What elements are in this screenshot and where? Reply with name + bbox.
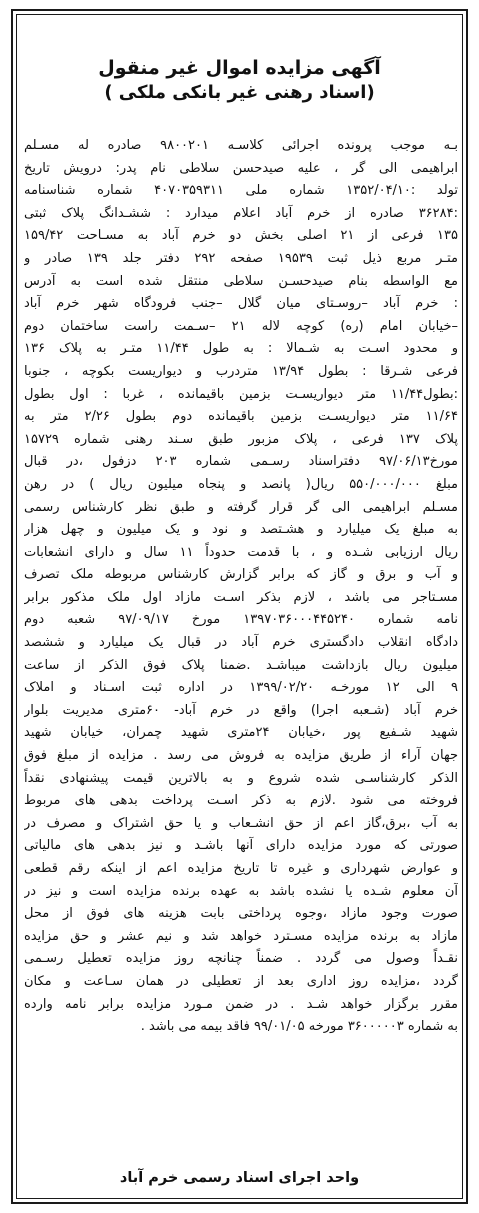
- notice-body-line: خرم آباد (شـعبه اجرا) واقع در خرم آباد- ۶۰متری مدیریت بلوار: [24, 702, 458, 718]
- notice-body-line: نقـداً وصول می گردد . ضمناً چنانچه روز مزایده تعطیل رسـمی: [24, 951, 458, 967]
- notice-body-line: و آب و برق و گاز که برابر گزارش کارشناس مربوطه ملک تصرف: [24, 567, 458, 583]
- notice-body: [24, 135, 458, 1039]
- notice-body-line: :بطول۱۱/۴۴ متر دیواریسـت بزمین باقیمانده ، غربا : اول بطول: [24, 386, 458, 402]
- notice-body-line: گردد ،مزایده روز اداری بعد از تعطیلی در همان سـاعت و مکان: [24, 973, 458, 989]
- notice-body-line: به مبلغ یک میلیارد و هشـتصد و نود و یک میلیون و چهل هزار: [24, 522, 458, 538]
- notice-body-line: مورخ۹۷/۰۶/۱۳ دفتراسناد رسـمی شماره ۲۰۳ دزفول ،در قبال: [24, 454, 458, 470]
- notice-body-line: و عوارض شهرداری و غیره تا تاریخ مزایده اعم از اینکه رقم قطعی: [24, 861, 458, 876]
- notice-body-line: فرعی شـرقا : بطول ۱۳/۹۴ متردرب و دیواریست بکوچه ، جنوبا: [24, 363, 458, 379]
- notice-header: [0, 56, 479, 105]
- notice-body-line: به آب ،برق،گاز اعم از حق انشـعاب و یا حق اشتراک و مصرف در: [24, 815, 458, 831]
- notice-body-line: ریال ارزیابی شـده و ، با قدمت حدوداً ۱۱ سال و دارای انشعابات: [24, 544, 458, 560]
- notice-body-line: آن معلوم شـده یا نشده باشد به عهده برنده مزایده است و نیز در: [24, 883, 458, 899]
- notice-body-line: مازاد به برنده مزایده مسـترد خواهد شد و نیم عشر و حق مزایده: [24, 928, 458, 944]
- notice-body-line: مسـلم ابراهیمی الی گر قرار گرفته و طبق نظر کارشناس رسمی: [24, 499, 458, 515]
- notice-body-line: صورت وجود مازاد ،وجوه پرداختی بابت هزینه های فوق از محل: [24, 906, 458, 922]
- notice-title: آگهی مزایده اموال غیر منقول: [98, 57, 381, 79]
- notice-body-line: به شماره ۳۶۰۰۰۰۰۳ مورخه ۹۹/۰۱/۰۵ فاقد بیمه می باشد .: [140, 1019, 458, 1035]
- notice-body-line: ۱۱/۶۴ متر دیواریسـت بزمین باقیمانده دوم بطول ۲/۲۶ متر به: [24, 409, 458, 425]
- notice-body-line: فروخته می شود .لازم به ذکر اسـت پرداخت بدهی های مربوط: [24, 793, 458, 809]
- notice-body-line: : خرم آباد –روسـتای میان گلال –جنب فرودگاه شهر خرم آباد: [24, 296, 458, 312]
- notice-body-line: بـه موجب پرونده اجرائی کلاسـه ۹۸۰۰۲۰۱ صادره له مسـلم: [24, 138, 458, 153]
- notice-body-line: مسـتاجر می باشد ، لازم بذکر اسـت مازاد اول ملک مذکور برابر: [24, 589, 458, 605]
- notice-body-line: میلیون ریال بازداشت میباشـد .ضمنا پلاک فوق الذکر از ساعت: [24, 657, 458, 673]
- notice-subtitle: (اسناد رهنی غیر بانکی ملکی ): [104, 82, 375, 103]
- notice-body-line: مع الواسطه بنام صیدحسـن سلاطی منتقل شده است به آدرس: [24, 273, 458, 289]
- notice-body-line: –خیابان امام (ره) کوچه لاله ۲۱ –سـمت راست ساختمان دوم: [24, 318, 458, 334]
- notice-footer: واحد اجرای اسناد رسمی خرم آباد: [119, 1170, 360, 1186]
- notice-body-line: صورتی که مورد مزایده دارای آنها باشـد و نیز بدهی های مالیاتی: [24, 838, 458, 854]
- notice-body-line: نامه شماره ۱۳۹۷۰۳۶۰۰۰۴۴۵۲۴۰ مورخ ۹۷/۰۹/۱۷ شعبه دوم: [24, 612, 458, 628]
- notice-body-line: ۱۳۵ فرعی از ۲۱ اصلی بخش دو خرم آباد به مسـاحت ۱۵۹/۴۲: [24, 228, 458, 244]
- notice-body-line: الذکر کارشناسـی شده شروع و به بالاترین قیمت پیشنهادی نقداً: [24, 770, 458, 786]
- notice-body-line: جهان آراء از طریق مزایده به فروش می رسد . مزایده از مبلغ فوق: [24, 748, 458, 764]
- notice-body-line: شهید شـفیع پور ،خیابان ۲۴متری شهید چمران، خیابان شهید: [24, 725, 458, 741]
- notice-body-line: تولد :۱۳۵۲/۰۴/۱۰ شماره ملی ۴۰۷۰۳۵۹۳۱۱ شماره شناسنامه: [24, 183, 458, 199]
- notice-body-line: و محدود اسـت به شـمالا : به طول ۱۱/۴۴ متـر به پلاک ۱۳۶: [24, 341, 458, 357]
- notice-body-line: :۳۶۲۸۴ صادره از خرم آباد اعلام میدارد : ششـدانگ پلاک ثبتی: [24, 205, 458, 221]
- notice-body-line: مبلغ ۵۵۰/۰۰۰/۰۰۰ ریال( پانصد و پنجاه میلیون ریال ) در رهن: [24, 476, 458, 492]
- notice-body-line: متـر مربع ذیل ثبت ۱۹۵۳۹ صفحه ۲۹۲ دفتر جلد ۱۳۹ صادر و: [24, 250, 458, 266]
- notice-body-line: ۹ الی ۱۲ مورخـه ۱۳۹۹/۰۲/۲۰ در اداره ثبت اسـناد و املاک: [24, 680, 458, 696]
- notice-body-line: مقرر برگزار خواهد شـد . در ضمن مـورد مزایده برابر نامه وارده: [24, 996, 458, 1012]
- notice-body-line: ابراهیمی الی گر ، علیه صیدحسن سلاطی نام پدر: درویش تاریخ: [24, 160, 458, 176]
- notice-body-line: پلاک ۱۳۷ فرعی ، پلاک مزبور طبق سـند رهنی شماره ۱۵۷۲۹: [24, 431, 458, 447]
- notice-body-line: دادگاه انقلاب دادگستری خرم آباد در قبال یک میلیارد و ششصد: [24, 635, 458, 651]
